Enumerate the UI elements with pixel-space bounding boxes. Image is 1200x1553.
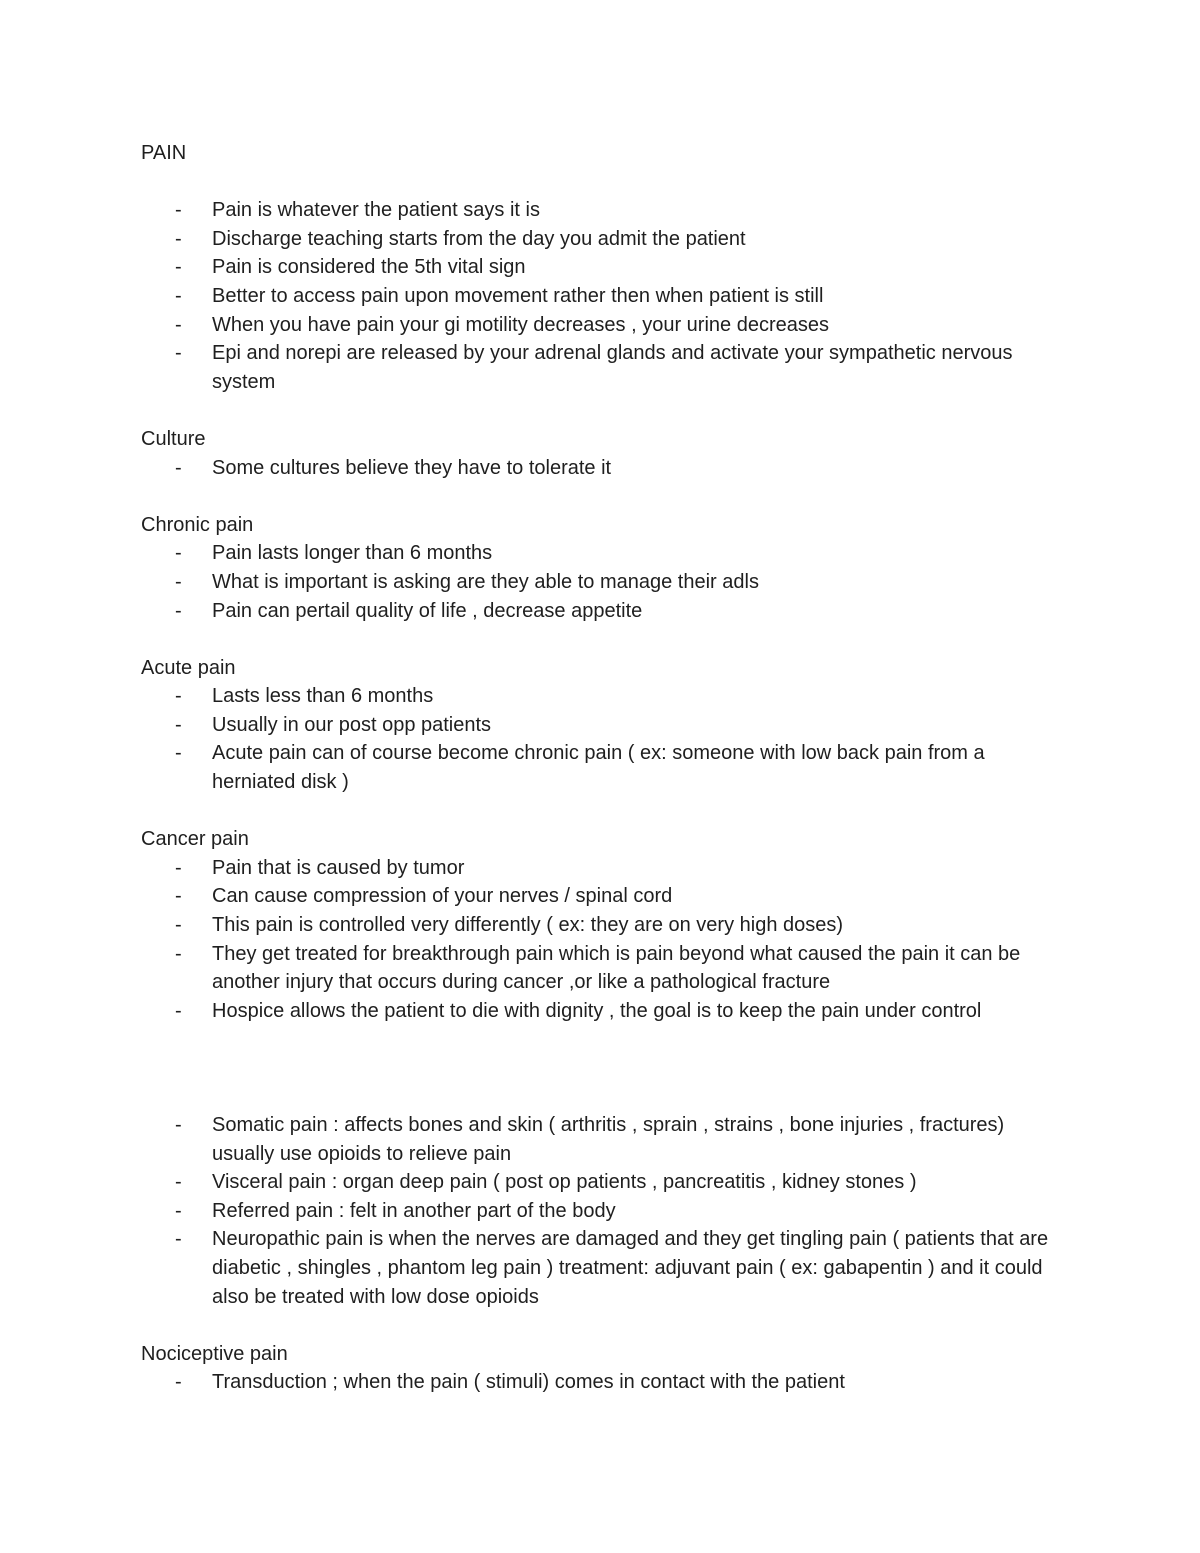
- bullet-dash: -: [175, 570, 182, 593]
- list-item-text: Lasts less than 6 months: [212, 685, 434, 708]
- bullet-list: [141, 454, 1071, 483]
- section-title: PAIN: [141, 142, 187, 164]
- section-title: Cancer pain: [141, 828, 249, 851]
- section-title: Chronic pain: [141, 513, 254, 536]
- list-item-text: Epi and norepi are released by your adrenal glands and activate your sympathetic nervous system: [212, 342, 1013, 393]
- list-item: [141, 454, 1071, 483]
- list-item-text: Pain lasts longer than 6 months: [212, 542, 493, 565]
- section-culture: [141, 425, 1071, 482]
- blank-space: [141, 1054, 1071, 1111]
- list-item-text: Referred pain : felt in another part of the body: [212, 1199, 616, 1222]
- list-item-text: Pain that is caused by tumor: [212, 856, 465, 879]
- list-item-text: Acute pain can of course become chronic pain ( ex: someone with low back pain from a herniated disk ): [212, 742, 985, 794]
- bullet-dash: -: [175, 742, 182, 765]
- section-cancer-pain: [141, 825, 1071, 1025]
- bullet-dash: -: [175, 914, 182, 937]
- list-item-text: Hospice allows the patient to die with dignity , the goal is to keep the pain under control: [212, 999, 982, 1022]
- section-pain-types: [141, 1111, 1071, 1311]
- bullet-list: [141, 1111, 1071, 1311]
- list-item-text: This pain is controlled very differently ( ex: they are on very high doses): [212, 914, 844, 937]
- bullet-dash: -: [175, 284, 182, 307]
- list-item: [141, 339, 1071, 396]
- section-title: Acute pain: [141, 656, 236, 679]
- bullet-dash: -: [175, 1371, 182, 1394]
- list-item-text: Pain is considered the 5th vital sign: [212, 256, 526, 279]
- section-nociceptive-pain: [141, 1340, 1071, 1397]
- bullet-dash: -: [175, 885, 182, 908]
- bullet-dash: -: [175, 713, 182, 736]
- bullet-dash: -: [175, 942, 182, 965]
- list-item: [141, 1225, 1071, 1311]
- bullet-dash: -: [175, 1228, 182, 1251]
- bullet-dash: -: [175, 999, 182, 1022]
- section-title: Nociceptive pain: [141, 1342, 288, 1365]
- list-item-text: Usually in our post opp patients: [212, 713, 492, 736]
- list-item: [141, 1368, 1071, 1397]
- bullet-dash: -: [175, 856, 182, 879]
- list-item-text: Better to access pain upon movement rather then when patient is still: [212, 284, 824, 307]
- list-item-text: Visceral pain : organ deep pain ( post op patients , pancreatitis , kidney stones ): [212, 1171, 917, 1194]
- list-item-text: Some cultures believe they have to tolerate it: [212, 456, 612, 479]
- list-item-text: When you have pain your gi motility decreases , your urine decreases: [212, 313, 829, 336]
- list-item: [141, 711, 1071, 740]
- bullet-dash: -: [175, 313, 182, 336]
- list-item: [141, 682, 1071, 711]
- bullet-dash: -: [175, 456, 182, 479]
- list-item: [141, 1168, 1071, 1197]
- list-item: [141, 882, 1071, 911]
- bullet-dash: -: [175, 1114, 182, 1136]
- bullet-dash: -: [175, 1199, 182, 1222]
- list-item-text: What is important is asking are they able to manage their adls: [212, 570, 759, 593]
- bullet-dash: -: [175, 685, 182, 708]
- bullet-list: [141, 539, 1071, 625]
- list-item-text: Neuropathic pain is when the nerves are damaged and they get tingling pain ( patients that are diabetic , shingles , phantom leg pain ) treatment: adjuvant pain ( ex: gabapentin ) and it could also be treated with low dose opioids: [212, 1228, 1049, 1308]
- bullet-list: [141, 1368, 1071, 1397]
- bullet-dash: -: [175, 599, 182, 622]
- list-item-text: Pain is whatever the patient says it is: [212, 199, 540, 222]
- bullet-dash: -: [175, 256, 182, 279]
- list-item: [141, 196, 1071, 225]
- bullet-dash: -: [175, 227, 182, 250]
- list-item-text: Somatic pain : affects bones and skin ( arthritis , sprain , strains , bone injuries , fractures) usually use opioids to relieve pain: [212, 1114, 1005, 1165]
- bullet-dash: -: [175, 1171, 182, 1194]
- list-item: [141, 1197, 1071, 1226]
- section-chronic-pain: [141, 511, 1071, 625]
- list-item-text: Can cause compression of your nerves / spinal cord: [212, 885, 673, 908]
- list-item-text: Discharge teaching starts from the day you admit the patient: [212, 227, 746, 250]
- bullet-list: [141, 682, 1071, 796]
- list-item: [141, 911, 1071, 940]
- list-item: [141, 253, 1071, 282]
- list-item: [141, 1111, 1071, 1168]
- list-item: [141, 940, 1071, 997]
- list-item-text: They get treated for breakthrough pain which is pain beyond what caused the pain it can be another injury that occurs during cancer ,or like a pathological fracture: [212, 942, 1021, 994]
- bullet-list: [141, 854, 1071, 1026]
- list-item: [141, 568, 1071, 597]
- list-item: [141, 225, 1071, 254]
- list-item: [141, 282, 1071, 311]
- section-title: Culture: [141, 427, 206, 450]
- list-item-text: Pain can pertail quality of life , decrease appetite: [212, 599, 643, 622]
- list-item: [141, 597, 1071, 626]
- bullet-dash: -: [175, 199, 182, 222]
- bullet-list: [141, 196, 1071, 396]
- bullet-dash: -: [175, 342, 182, 365]
- list-item-text: Transduction ; when the pain ( stimuli) comes in contact with the patient: [212, 1371, 845, 1394]
- list-item: [141, 854, 1071, 883]
- section-pain: [141, 139, 1071, 396]
- list-item: [141, 539, 1071, 568]
- document-body: [141, 139, 1071, 1426]
- list-item: [141, 997, 1071, 1026]
- list-item: [141, 311, 1071, 340]
- bullet-dash: -: [175, 542, 182, 565]
- section-acute-pain: [141, 654, 1071, 797]
- list-item: [141, 739, 1071, 796]
